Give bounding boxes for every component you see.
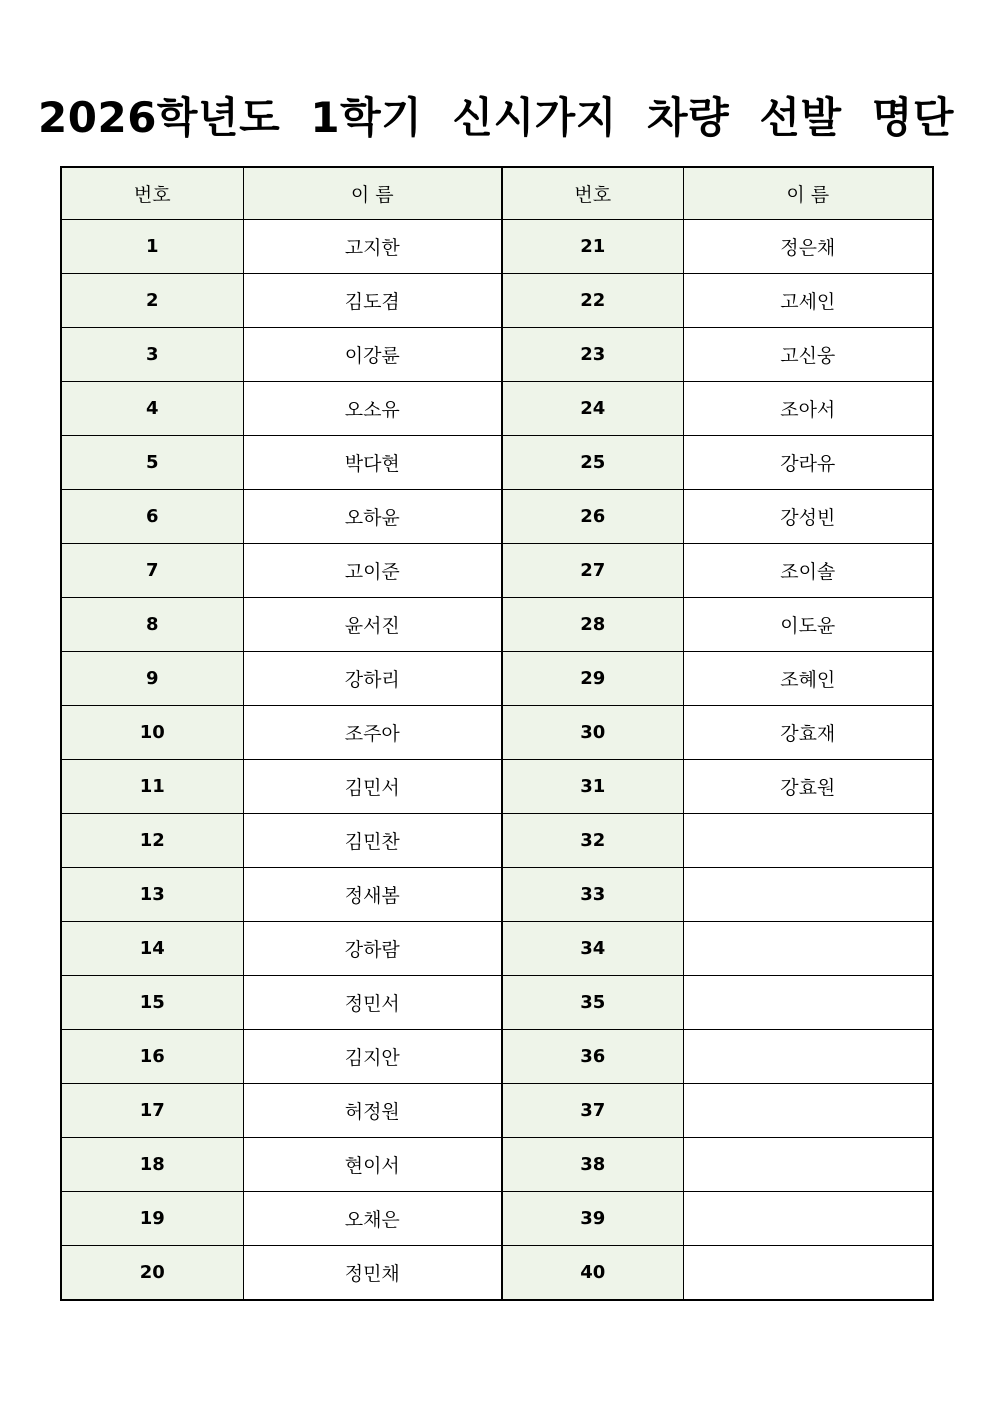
student-number-cell: 38: [502, 1138, 683, 1192]
student-number-cell: 15: [61, 976, 243, 1030]
table-row: [61, 544, 933, 598]
student-name-cell: 정민서: [243, 976, 502, 1030]
student-name-cell: 강라유: [683, 436, 933, 490]
student-number-cell: 36: [502, 1030, 683, 1084]
header-name-right: 이 름: [683, 167, 933, 220]
student-number-cell: 26: [502, 490, 683, 544]
student-name-cell: 김도겸: [243, 274, 502, 328]
table-body: [61, 220, 933, 1301]
student-number-cell: 16: [61, 1030, 243, 1084]
student-number-cell: 13: [61, 868, 243, 922]
table-row: [61, 652, 933, 706]
student-name-cell: 강효원: [683, 760, 933, 814]
student-number-cell: 24: [502, 382, 683, 436]
student-number-cell: 39: [502, 1192, 683, 1246]
table-row: [61, 220, 933, 274]
table-row: [61, 814, 933, 868]
student-name-cell: 김민서: [243, 760, 502, 814]
student-number-cell: 17: [61, 1084, 243, 1138]
page-title: 2026학년도 1학기 신시가지 차량 선발 명단: [38, 93, 954, 142]
student-name-cell: 오소유: [243, 382, 502, 436]
student-name-cell: 이강륜: [243, 328, 502, 382]
student-number-cell: 40: [502, 1246, 683, 1301]
table-row: [61, 1246, 933, 1301]
student-name-cell: 강하리: [243, 652, 502, 706]
student-name-cell: 조혜인: [683, 652, 933, 706]
table-row: [61, 436, 933, 490]
student-number-cell: 19: [61, 1192, 243, 1246]
student-name-cell: 조이솔: [683, 544, 933, 598]
student-number-cell: 10: [61, 706, 243, 760]
student-number-cell: 23: [502, 328, 683, 382]
student-name-cell: 강성빈: [683, 490, 933, 544]
student-name-cell: 정새봄: [243, 868, 502, 922]
table-row: [61, 490, 933, 544]
header-number-right: 번호: [502, 167, 683, 220]
student-number-cell: 6: [61, 490, 243, 544]
student-name-cell: 강하람: [243, 922, 502, 976]
student-name-cell: [683, 1084, 933, 1138]
student-number-cell: 37: [502, 1084, 683, 1138]
student-number-cell: 4: [61, 382, 243, 436]
student-name-cell: 정은채: [683, 220, 933, 274]
student-number-cell: 32: [502, 814, 683, 868]
student-number-cell: 5: [61, 436, 243, 490]
student-number-cell: 1: [61, 220, 243, 274]
table-row: [61, 274, 933, 328]
student-number-cell: 35: [502, 976, 683, 1030]
table-header-row: [61, 167, 933, 220]
student-name-cell: 이도윤: [683, 598, 933, 652]
student-number-cell: 27: [502, 544, 683, 598]
student-name-cell: 고지한: [243, 220, 502, 274]
student-name-cell: [683, 1138, 933, 1192]
student-number-cell: 9: [61, 652, 243, 706]
student-name-cell: 윤서진: [243, 598, 502, 652]
student-name-cell: 고세인: [683, 274, 933, 328]
student-number-cell: 29: [502, 652, 683, 706]
student-number-cell: 8: [61, 598, 243, 652]
student-name-cell: [683, 976, 933, 1030]
student-number-cell: 30: [502, 706, 683, 760]
student-name-cell: 김지안: [243, 1030, 502, 1084]
student-name-cell: [683, 814, 933, 868]
table-row: [61, 598, 933, 652]
table-row: [61, 382, 933, 436]
student-number-cell: 3: [61, 328, 243, 382]
table-row: [61, 868, 933, 922]
table-row: [61, 976, 933, 1030]
student-name-cell: 고신웅: [683, 328, 933, 382]
table-row: [61, 760, 933, 814]
student-name-cell: 강효재: [683, 706, 933, 760]
student-name-cell: [683, 868, 933, 922]
student-number-cell: 18: [61, 1138, 243, 1192]
student-name-cell: 오하윤: [243, 490, 502, 544]
student-name-cell: 현이서: [243, 1138, 502, 1192]
student-number-cell: 2: [61, 274, 243, 328]
student-number-cell: 34: [502, 922, 683, 976]
student-number-cell: 14: [61, 922, 243, 976]
student-name-cell: [683, 1246, 933, 1301]
student-name-cell: 김민찬: [243, 814, 502, 868]
student-number-cell: 22: [502, 274, 683, 328]
student-number-cell: 12: [61, 814, 243, 868]
student-name-cell: 정민채: [243, 1246, 502, 1301]
table-row: [61, 1084, 933, 1138]
header-number-left: 번호: [61, 167, 243, 220]
student-name-cell: 고이준: [243, 544, 502, 598]
student-name-cell: [683, 922, 933, 976]
student-name-cell: [683, 1030, 933, 1084]
student-name-cell: 허정원: [243, 1084, 502, 1138]
student-number-cell: 25: [502, 436, 683, 490]
table-row: [61, 328, 933, 382]
student-number-cell: 20: [61, 1246, 243, 1301]
student-name-cell: 조주아: [243, 706, 502, 760]
student-name-cell: 오채은: [243, 1192, 502, 1246]
student-number-cell: 33: [502, 868, 683, 922]
student-number-cell: 31: [502, 760, 683, 814]
table-row: [61, 1192, 933, 1246]
student-number-cell: 28: [502, 598, 683, 652]
student-number-cell: 11: [61, 760, 243, 814]
student-number-cell: 21: [502, 220, 683, 274]
student-name-cell: 박다현: [243, 436, 502, 490]
table-row: [61, 1138, 933, 1192]
header-name-left: 이 름: [243, 167, 502, 220]
student-number-cell: 7: [61, 544, 243, 598]
table-row: [61, 706, 933, 760]
table-row: [61, 1030, 933, 1084]
table-row: [61, 922, 933, 976]
roster-table: [60, 166, 934, 1301]
student-name-cell: [683, 1192, 933, 1246]
student-name-cell: 조아서: [683, 382, 933, 436]
